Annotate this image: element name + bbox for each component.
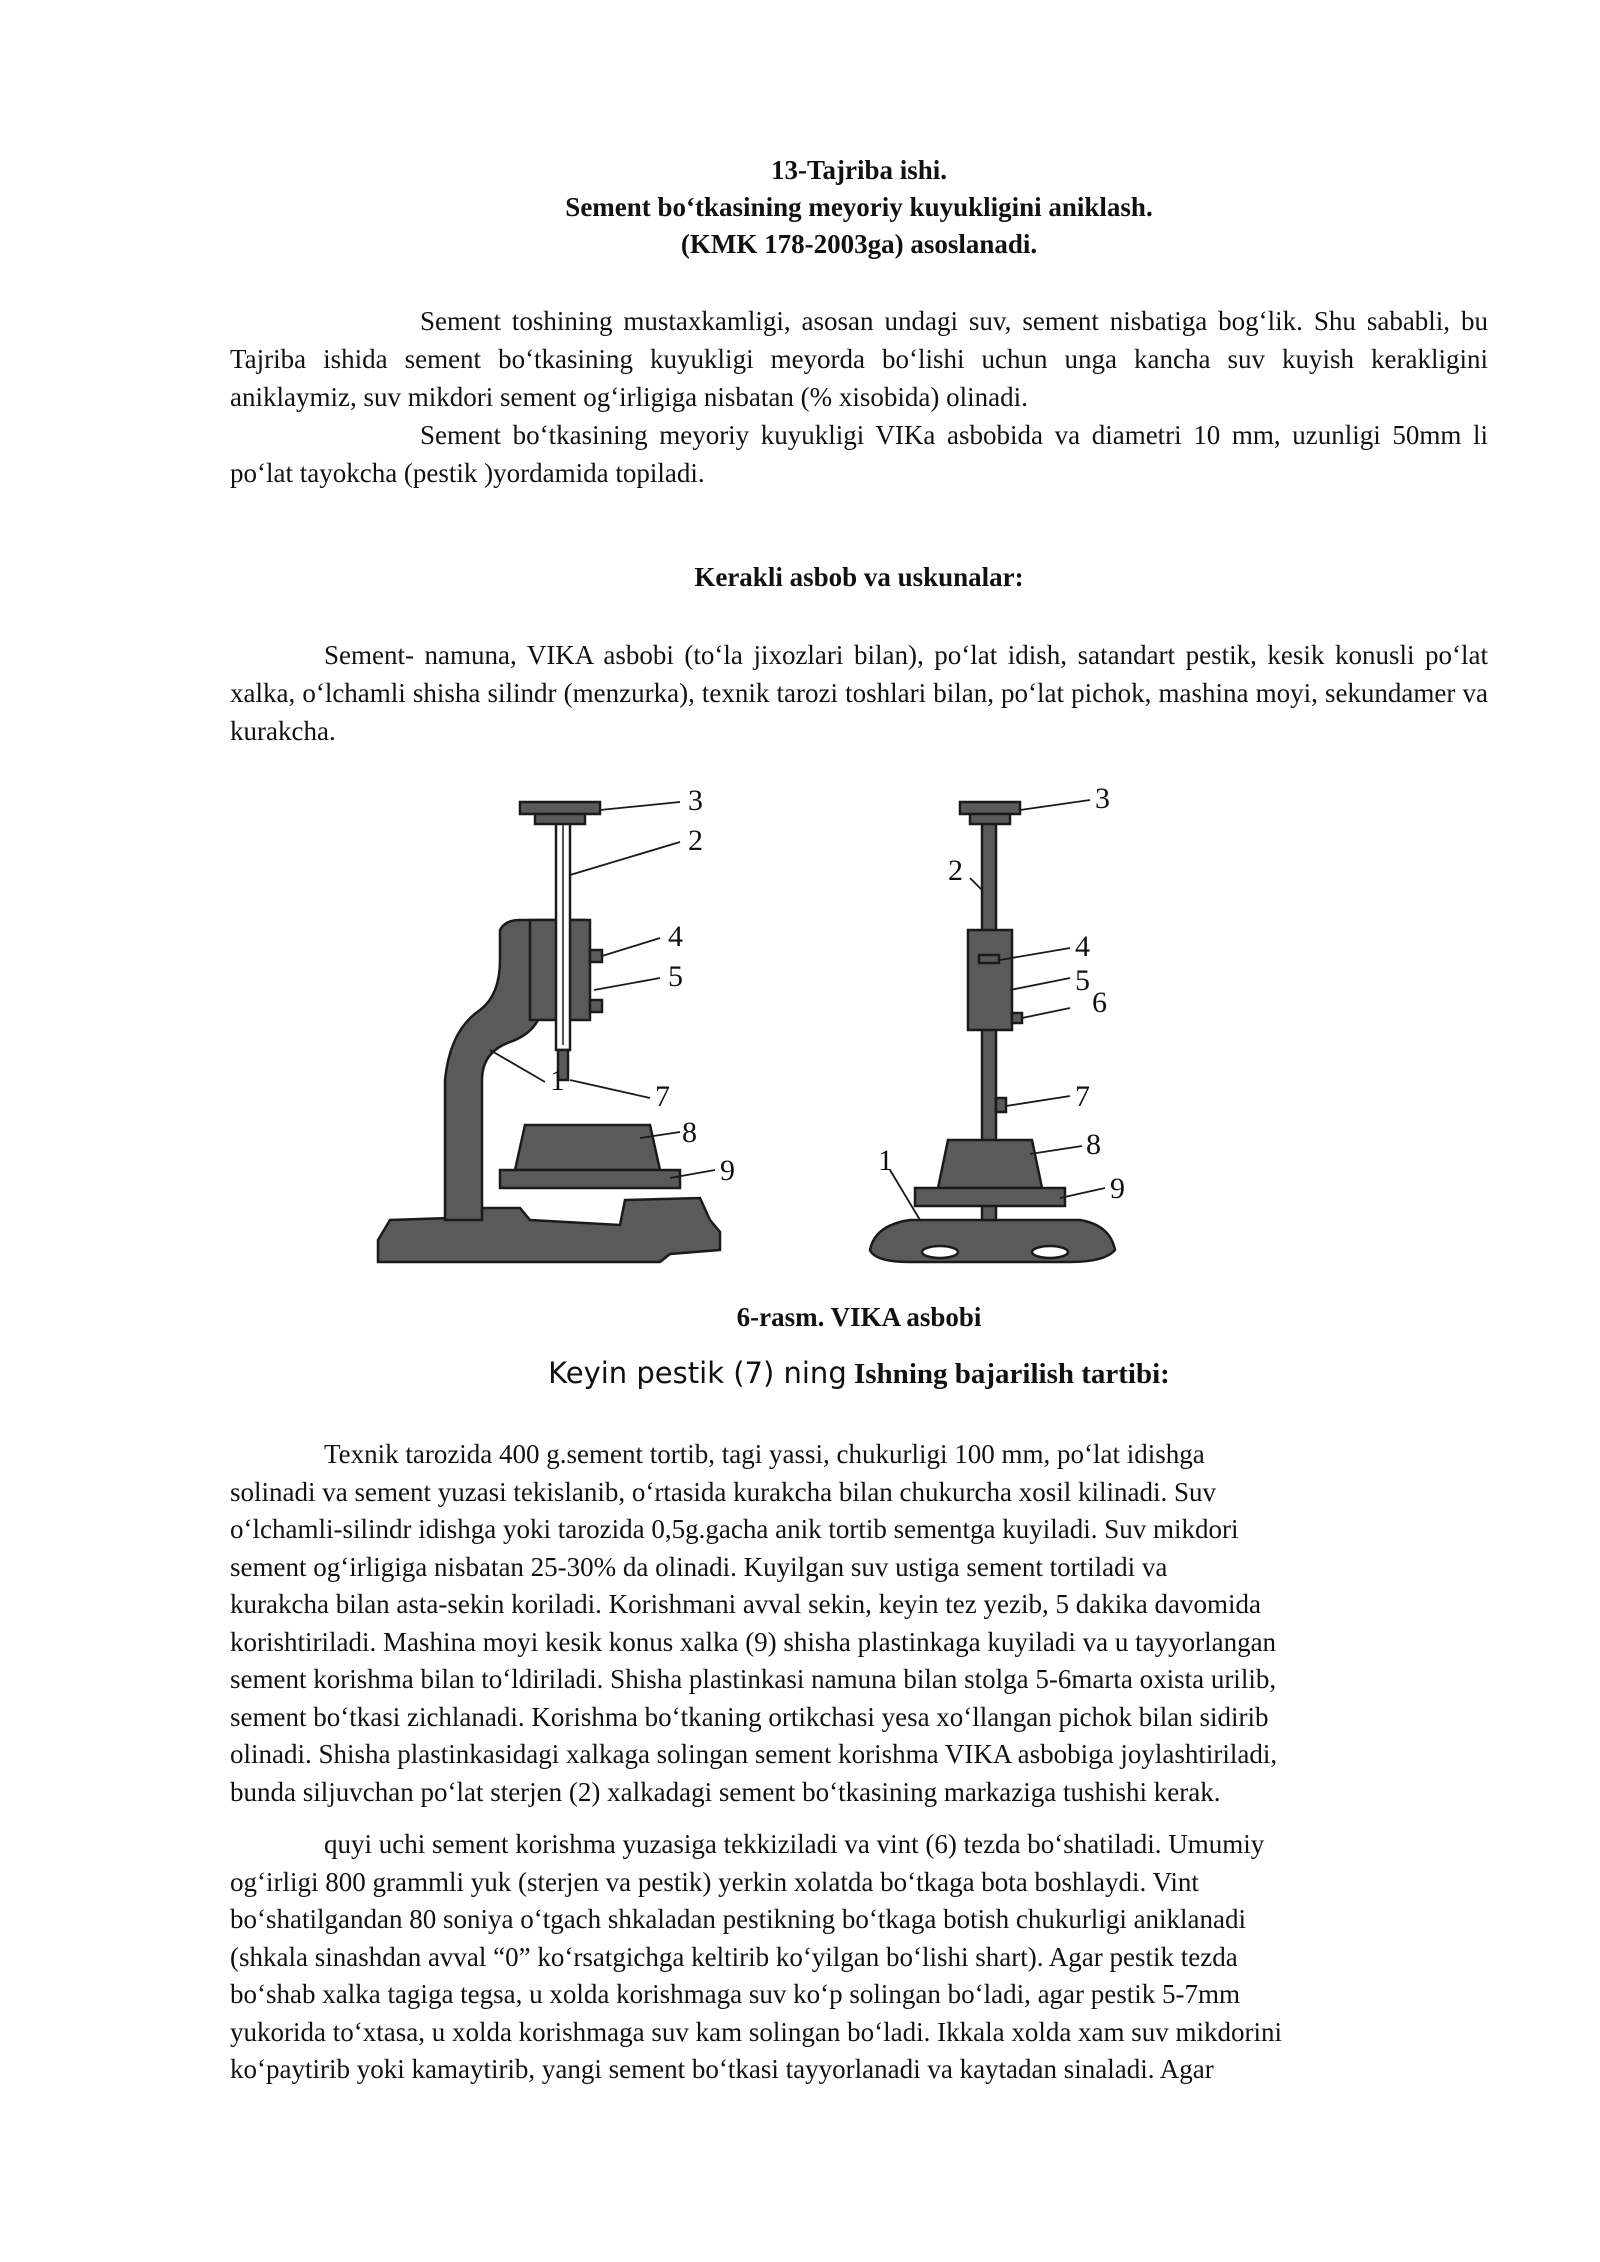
document-header: [230, 152, 1488, 263]
intro-section: [230, 302, 1488, 492]
intro-paragraph-1: Sement toshining mustaxkamligi, asosan undagi suv, sement nisbatiga bog‘lik. Shu sababli, bu Tajriba ishida sement bo‘tkasining kuyukligi meyorda bo‘lishi uchun unga kancha suv kuyish kerakligini aniklaymiz, suv mikdori sement og‘irligiga nisbatan (% xisobida) olinadi.: [230, 306, 1488, 412]
equipment-section: [230, 562, 1488, 593]
left-label-1: 1: [550, 1064, 565, 1097]
vika-apparatus-drawing: [370, 780, 1190, 1280]
right-ring: [938, 1140, 1042, 1188]
left-plate: [500, 1170, 680, 1188]
left-base: [378, 1198, 720, 1262]
left-label-4: 4: [668, 920, 683, 953]
right-label-5: 5: [1075, 964, 1090, 997]
right-base: [870, 1220, 1115, 1262]
right-label-3: 3: [1095, 782, 1110, 815]
procedure-line: o‘lchamli-silindr idishga yoki tarozida 0,5g.gacha anik tortib sementga kuyiladi. Suv mikdori: [230, 1514, 1239, 1544]
left-top-cap-lower: [535, 814, 585, 824]
right-plate: [915, 1188, 1065, 1206]
lab-subtitle: Sement bo‘tkasining meyoriy kuyukligini aniklash.: [565, 192, 1153, 222]
right-slide-block: [968, 930, 1012, 1030]
procedure-line: bo‘shab xalka tagiga tegsa, u xolda korishmaga suv ko‘p solingan bo‘ladi, agar pestik 5-7mm: [230, 1979, 1241, 2009]
procedure-line: quyi uchi sement korishma yuzasiga tekkiziladi va vint (6) tezda bo‘shatiladi. Umumiy: [324, 1829, 1265, 1859]
standard-reference: (KMK 178-2003ga) asoslanadi.: [680, 229, 1038, 259]
left-label-9: 9: [720, 1154, 735, 1187]
procedure-line: (shkala sinashdan avval “0” ko‘rsatgichga keltirib ko‘yilgan bo‘lishi shart). Agar pestik tezda: [230, 1941, 1238, 1972]
left-label-2: 2: [688, 824, 703, 857]
equipment-paragraph: Sement- namuna, VIKA asbobi (to‘la jixozlari bilan), po‘lat idish, satandart pestik, kesik konusli po‘lat xalka, o‘lchamli shisha silindr (menzurka), texnik tarozi toshlari bilan, po‘lat pichok, mashina moyi, sekundamer va kurakcha.: [230, 640, 1488, 746]
procedure-lead-in: Keyin pestik (7) ning: [548, 1356, 847, 1390]
procedure-line: og‘irligi 800 grammli yuk (sterjen va pestik) yerkin xolatda bo‘tkaga bota boshlaydi. Vint: [230, 1866, 1199, 1897]
procedure-paragraph-2: [230, 1826, 1488, 2089]
right-label-2: 2: [948, 854, 963, 887]
figure-caption: 6-rasm. VIKA asbobi: [736, 1302, 982, 1332]
left-label-3: 3: [688, 784, 703, 817]
right-screw: [1012, 1013, 1022, 1023]
procedure-heading-line: [230, 1356, 1488, 1391]
right-label-6: 6: [1092, 986, 1107, 1019]
right-pointer: [996, 1098, 1006, 1112]
right-block-knob: [979, 955, 999, 963]
equipment-body: [230, 636, 1488, 750]
left-label-8: 8: [682, 1116, 697, 1149]
procedure-paragraph-1: [230, 1436, 1488, 1811]
right-label-7: 7: [1075, 1080, 1090, 1113]
procedure-line: sement bo‘tkasi zichlanadi. Korishma bo‘tkaning ortikchasi yesa xo‘llangan pichok bilan sidirib: [230, 1701, 1269, 1732]
procedure-line: bunda siljuvchan po‘lat sterjen (2) xalkadagi sement bo‘tkasining markaziga tushishi kerak.: [230, 1776, 1221, 1807]
right-label-9: 9: [1110, 1172, 1125, 1205]
procedure-line: sement korishma bilan to‘ldiriladi. Shisha plastinkasi namuna bilan stolga 5-6marta oxista urilib,: [230, 1664, 1277, 1694]
lab-title: 13-Tajriba ishi.: [770, 155, 948, 185]
procedure-line: kurakcha bilan asta-sekin koriladi. Korishmani avval sekin, keyin tez yezib, 5 dakika davomida: [230, 1589, 1261, 1619]
procedure-line: yukorida to‘xtasa, u xolda korishmaga suv kam solingan bo‘ladi. Ikkala xolda xam suv mikdorini: [230, 2016, 1283, 2047]
left-ring: [515, 1125, 660, 1170]
procedure-line: ko‘paytirib yoki kamaytirib, yangi sement bo‘tkasi tayyorlanadi va kaytadan sinaladi. Agar: [230, 2054, 1214, 2084]
procedure-line: sement og‘irligiga nisbatan 25-30% da olinadi. Kuyilgan suv ustiga sement tortiladi va: [230, 1551, 1168, 1582]
right-label-8: 8: [1086, 1128, 1101, 1161]
right-top-cap: [960, 802, 1020, 814]
left-screw-upper: [590, 950, 602, 962]
left-screw-lower: [590, 1000, 602, 1012]
intro-paragraph-2: Sement bo‘tkasining meyoriy kuyukligi VIKa asbobida va diametri 10 mm, uzunligi 50mm li po‘lat tayokcha (pestik )yordamida topiladi.: [230, 420, 1488, 488]
figure-caption-block: [230, 1302, 1488, 1333]
procedure-line: solinadi va sement yuzasi tekislanib, o‘rtasida kurakcha bilan chukurcha xosil kilinadi. Suv: [230, 1476, 1217, 1507]
left-top-cap: [520, 802, 600, 814]
right-label-1: 1: [878, 1144, 893, 1177]
procedure-line: Texnik tarozida 400 g.sement tortib, tagi yassi, chukurligi 100 mm, po‘lat idishga: [324, 1439, 1205, 1469]
procedure-heading: Ishning bajarilish tartibi:: [853, 1358, 1170, 1390]
left-label-7: 7: [655, 1080, 670, 1113]
left-label-5: 5: [668, 960, 683, 993]
procedure-line: bo‘shatilgandan 80 soniya o‘tgach shkaladan pestikning bo‘tkaga botish chukurligi aniklanadi: [230, 1904, 1247, 1934]
vika-apparatus-figure: [370, 780, 1190, 1280]
right-top-cap-lower: [970, 814, 1010, 824]
procedure-line: olinadi. Shisha plastinkasidagi xalkaga solingan sement korishma VIKA asbobiga joylashtiriladi,: [230, 1739, 1278, 1769]
procedure-line: korishtiriladi. Mashina moyi kesik konus xalka (9) shisha plastinkaga kuyiladi va u tayyorlangan: [230, 1626, 1277, 1657]
right-label-4: 4: [1075, 930, 1090, 963]
equipment-heading: Kerakli asbob va uskunalar:: [694, 562, 1024, 592]
